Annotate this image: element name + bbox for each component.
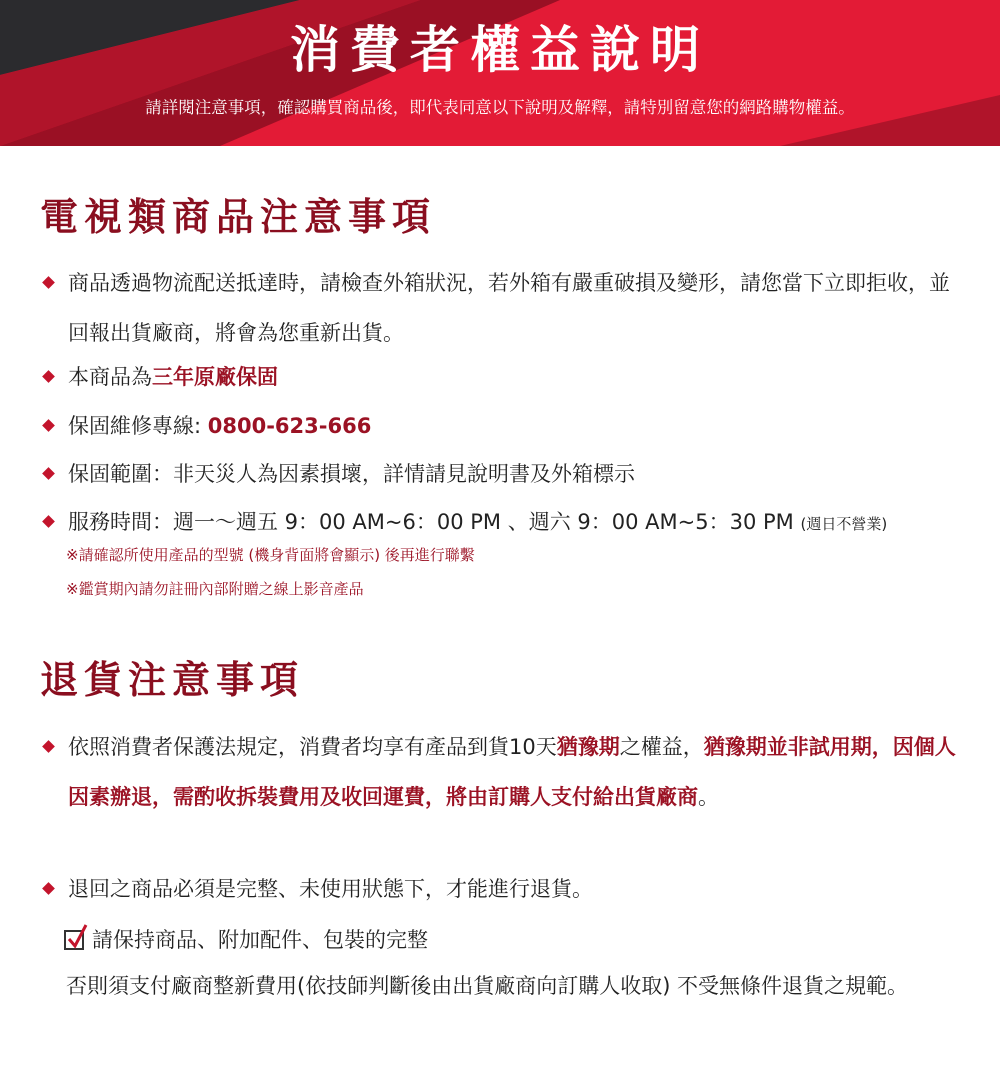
tv-item-warranty [40,352,970,402]
cooling-off-highlight: 猶豫期 [556,735,620,759]
return-item-condition [40,864,970,914]
return-item-cooling-off-text: 依照消費者保護法規定，消費者均享有產品到貨10天 [68,735,557,759]
page-title: 消費者權益說明 [290,21,710,79]
return-item-condition-text: 退回之商品必須是完整、未使用狀態下，才能進行退貨。 [68,877,593,901]
tv-item-coverage-text: 保固範圍：非天災人為因素損壞，詳情請見說明書及外箱標示 [68,462,635,486]
checklist-label: 請保持商品、附加配件、包裝的完整 [92,928,428,952]
checklist-item [64,925,428,955]
hotline-phone: 0800-623-666 [207,414,372,438]
return-item-cooling-off-end: 。 [698,785,719,809]
page-subtitle: 請詳閱注意事項，確認購買商品後，即代表同意以下說明及解釋，請特別留意您的網路購物權益。 [145,98,855,117]
tv-item-delivery-text: 商品透過物流配送抵達時，請檢查外箱狀況，若外箱有嚴重破損及變形，請您當下立即拒收，並回報出貨廠商，將會為您重新出貨。 [68,271,950,345]
checkbox-checked-icon [64,930,84,950]
return-section-title: 退貨注意事項 [40,658,305,702]
tv-item-service-hours [40,497,970,549]
tv-item-coverage [40,449,970,499]
tv-note-register: ※鑑賞期內請勿註冊內部附贈之線上影音產品 [66,580,364,598]
tv-item-warranty-label: 本商品為 [68,365,152,389]
return-item-cooling-off [40,722,970,822]
tv-note-model: ※請確認所使用產品的型號 (機身背面將會顯示) 後再進行聯繫 [66,546,475,564]
refurbish-policy: 否則須支付廠商整新費用(依技師判斷後由出貨廠商向訂購人收取) 不受無條件退貨之規範。 [66,974,909,998]
not-trial-highlight: 猶豫期並非試用期，因個人因素辦退，需酌收拆裝費用及收回運費，將由訂購人支付給出貨廠商 [68,735,956,809]
header-banner [0,0,1000,146]
hotline-label: 保固維修專線: [68,414,208,438]
service-hours-text: 服務時間：週一～週五 9：00 AM~6：00 PM 、週六 9：00 AM~5：30 PM [68,510,794,534]
tv-item-delivery [40,258,970,358]
tv-section-title: 電視類商品注意事項 [40,195,437,239]
service-hours-note: (週日不營業) [800,515,888,533]
checkmark-icon [66,923,90,951]
warranty-highlight: 三年原廠保固 [152,365,278,389]
tv-item-hotline [40,401,970,451]
return-item-cooling-off-mid: 之權益， [619,735,704,759]
